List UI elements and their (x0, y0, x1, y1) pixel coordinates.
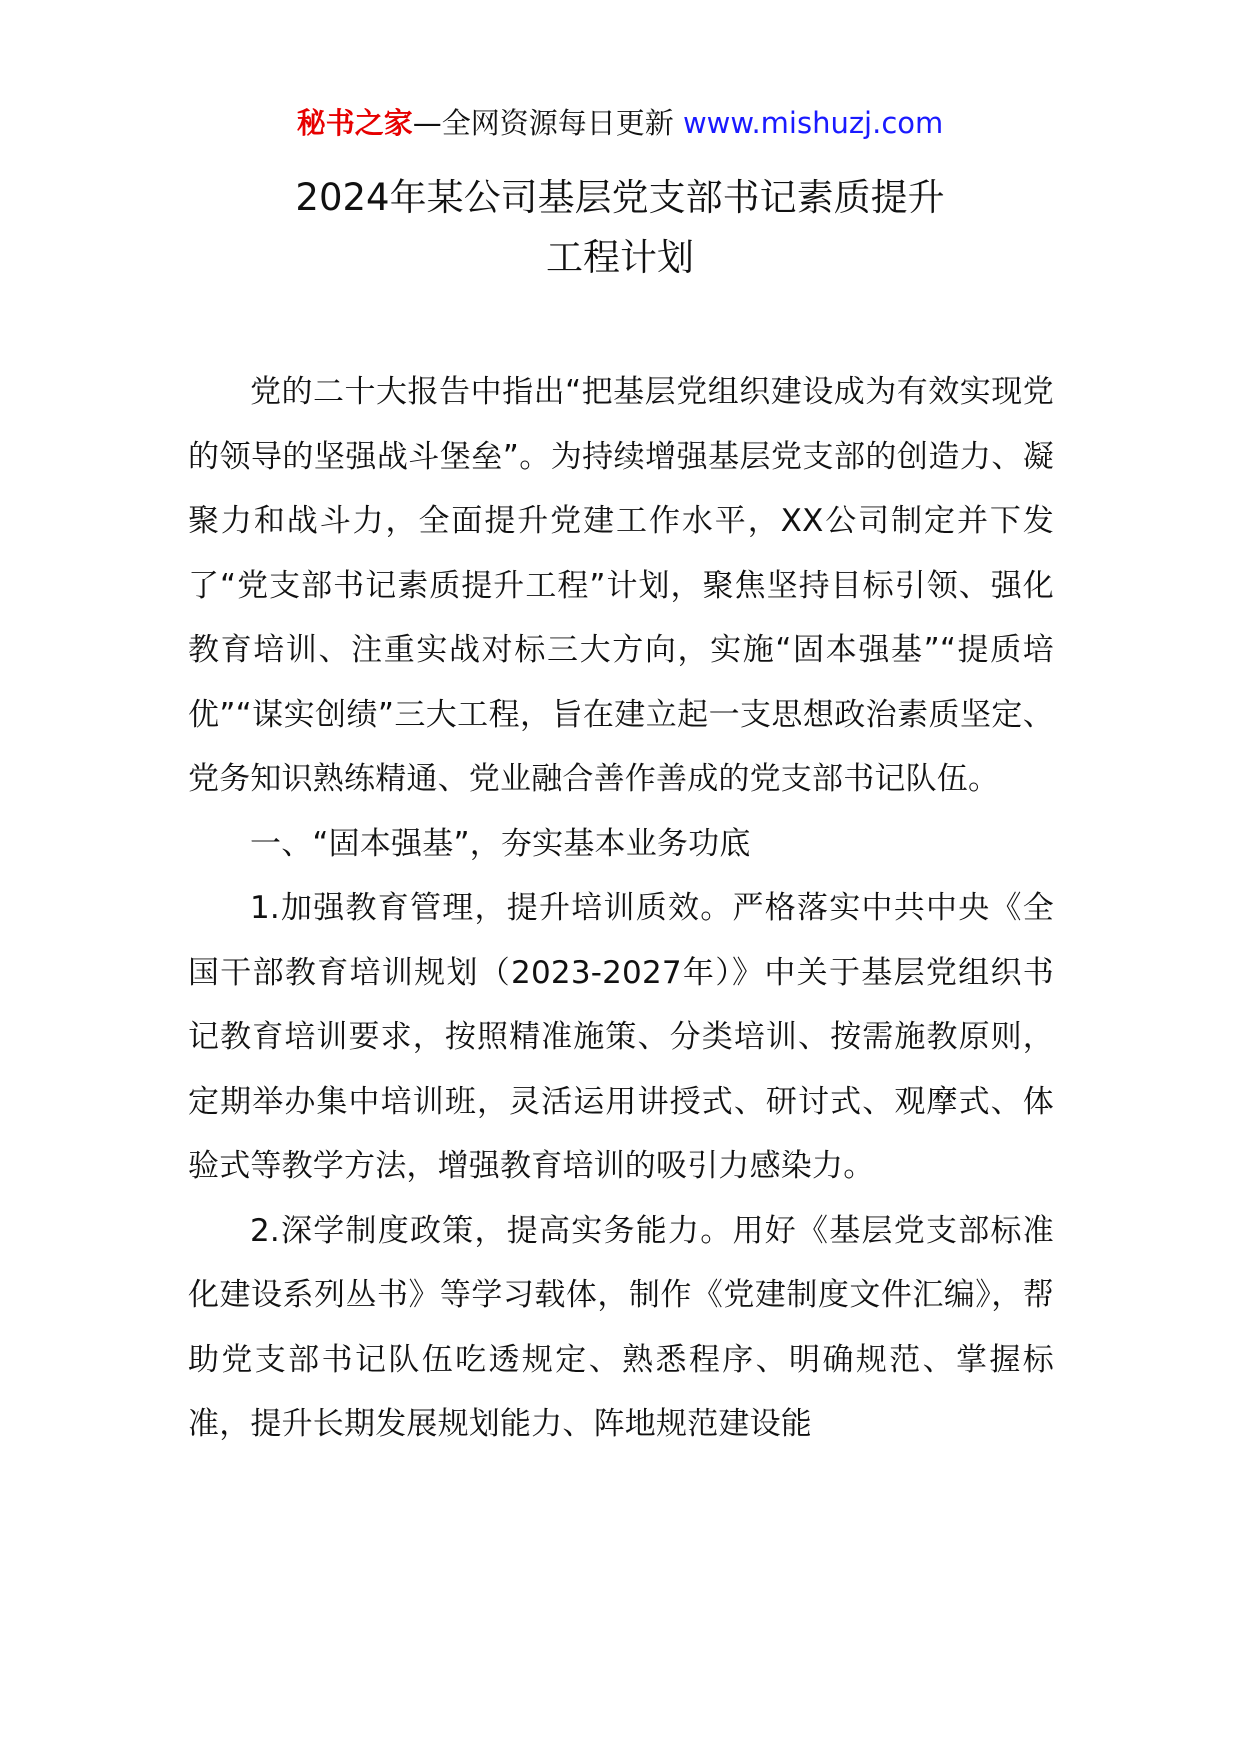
document-body (188, 360, 1054, 1457)
intro-paragraph: 党的二十大报告中指出“把基层党组织建设成为有效实现党的领导的坚强战斗堡垒”。为持续增强基层党支部的创造力、凝聚力和战斗力，全面提升党建工作水平，XX公司制定并下发了“党支部书记素质提升工程”计划，聚焦坚持目标引领、强化教育培训、注重实战对标三大方向，实施“固本强基”“提质培优”“谋实创绩”三大工程，旨在建立起一支思想政治素质坚定、党务知识熟练精通、党业融合善作善成的党支部书记队伍。 (188, 374, 1054, 797)
section-heading-1: 一、“固本强基”，夯实基本业务功底 (250, 825, 751, 862)
document-title (0, 168, 1240, 288)
item-paragraph-1: 1.加强教育管理，提升培训质效。严格落实中共中央《全国干部教育培训规划（2023-2027年）》中关于基层党组织书记教育培训要求，按照精准施策、分类培训、按需施教原则，定期举办集中培训班，灵活运用讲授式、研讨式、观摩式、体验式等教学方法，增强教育培训的吸引力感染力。 (188, 890, 1054, 1184)
item-paragraph-2: 2.深学制度政策，提高实务能力。用好《基层党支部标准化建设系列丛书》等学习载体，制作《党建制度文件汇编》，帮助党支部书记队伍吃透规定、熟悉程序、明确规范、掌握标准，提升长期发展规划能力、阵地规范建设能 (188, 1212, 1054, 1442)
site-brand: 秘书之家 (296, 106, 413, 140)
title-line-2: 工程计划 (546, 236, 694, 279)
site-tagline: —全网资源每日更新 (412, 106, 683, 140)
title-line-1: 2024年某公司基层党支部书记素质提升 (295, 176, 945, 219)
site-header (0, 101, 1240, 145)
site-url-link[interactable]: www.mishuzj.com (682, 106, 944, 140)
